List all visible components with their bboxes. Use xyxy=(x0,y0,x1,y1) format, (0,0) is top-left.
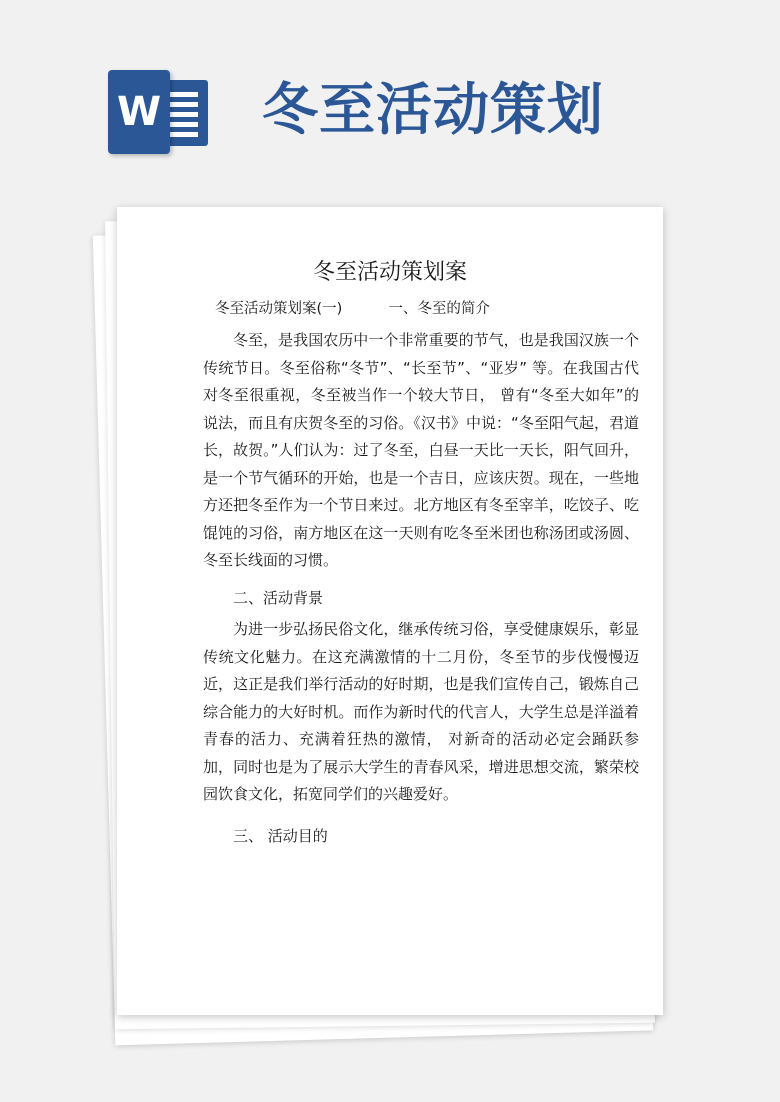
document-subtitle-left: 冬至活动策划案(一) xyxy=(215,301,343,317)
document-subtitle-line xyxy=(215,299,490,319)
section-heading-purpose: 三、 活动目的 xyxy=(233,826,328,845)
hero-title: 冬至活动策划 xyxy=(262,77,604,143)
section-heading-intro: 一、冬至的简介 xyxy=(388,301,490,317)
word-logo-icon xyxy=(108,70,208,154)
section-heading-background: 二、活动背景 xyxy=(233,588,324,607)
document-page xyxy=(117,207,663,1015)
logo-letter: W xyxy=(116,89,162,135)
paragraph-background: 为进一步弘扬民俗文化，继承传统习俗，享受健康娱乐，彰显传统文化魅力。在这充满激情的十二月份，冬至节的步伐慢慢迈近，这正是我们举行活动的好时期，也是我们宣传自己，锻炼自己综合能力的大好时机。而作为新时代的代言人，大学生总是洋溢着青春的活力、充满着狂热的激情， 对新奇的活动必定会踊跃参加，同时也是为了展示大学生的青春风采，增进思想交流，繁荣校园饮食文化，拓宽同学们的兴趣爱好。 xyxy=(203,620,639,803)
logo-badge xyxy=(108,70,170,154)
document-body xyxy=(203,327,639,850)
document-title: 冬至活动策划案 xyxy=(312,260,467,285)
paragraph-intro: 冬至，是我国农历中一个非常重要的节气，也是我国汉族一个传统节日。冬至俗称“冬节”、“长至节”、“亚岁” 等。在我国古代对冬至很重视，冬至被当作一个较大节日， 曾有“冬至大如年”的说法，而且有庆贺冬至的习俗。《汉书》中说：“冬至阳气起，君道长，故贺。”人们认为：过了冬至，白昼一天比一天长，阳气回升，是一个节气循环的开始，也是一个吉日，应该庆贺。现在，一些地方还把冬至作为一个节日来过。北方地区有冬至宰羊，吃饺子、吃馄饨的习俗，南方地区在这一天则有吃冬至米团也称汤团或汤圆、冬至长线面的习惯。 xyxy=(203,331,639,569)
